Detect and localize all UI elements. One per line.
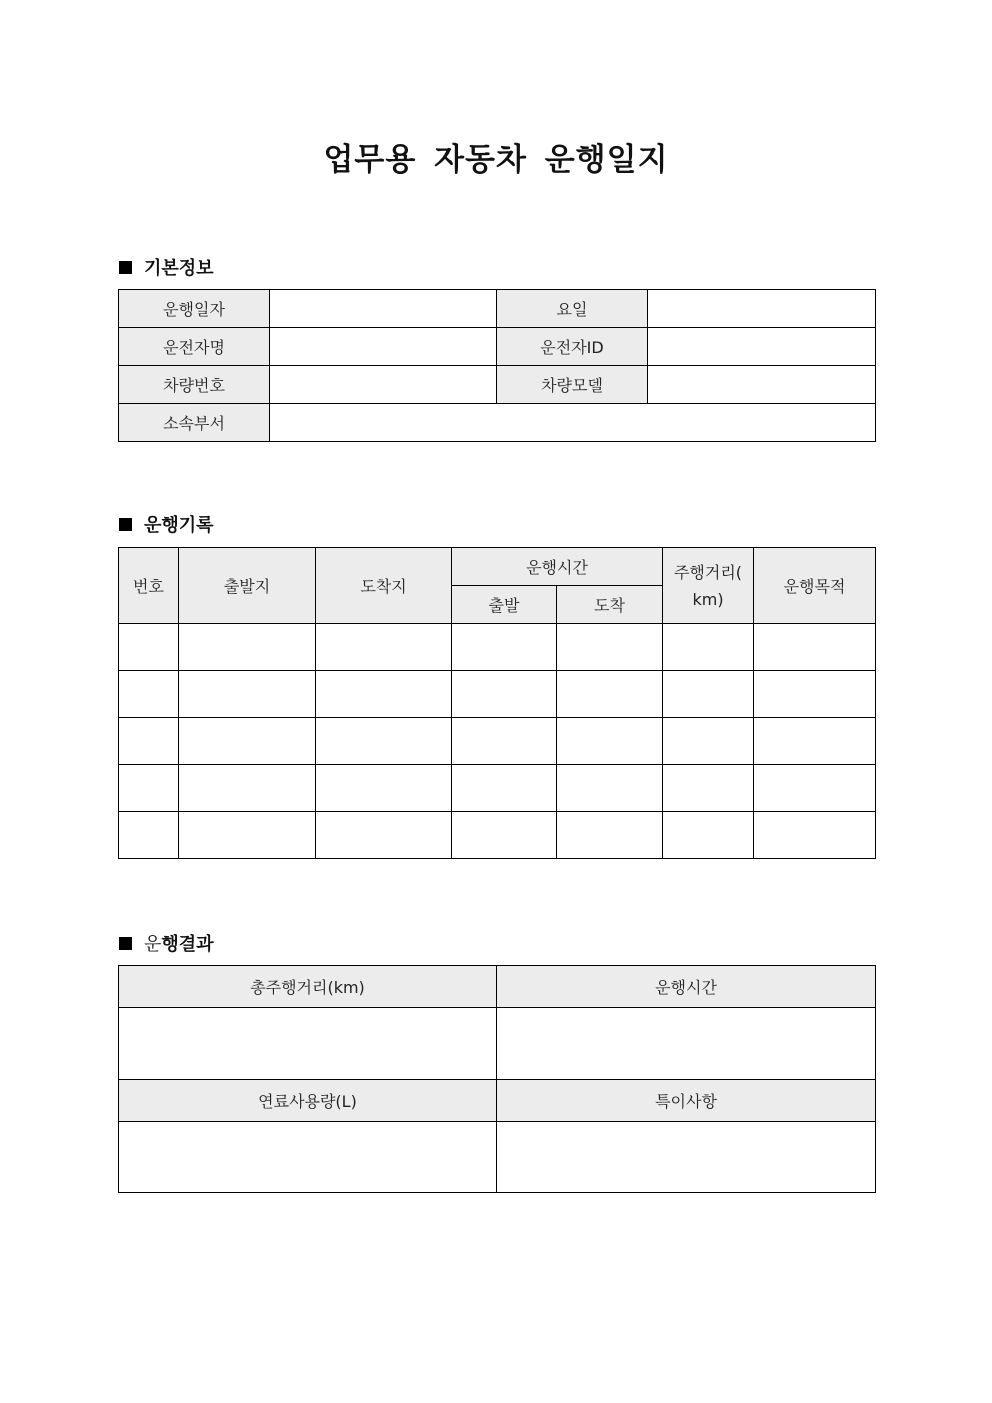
trip-log-table xyxy=(118,547,876,859)
header-arrive-time: 도착 xyxy=(557,586,663,624)
header-departure-place: 출발지 xyxy=(179,548,316,624)
header-drive-time: 운행시간 xyxy=(452,548,663,586)
arrival-place-cell[interactable] xyxy=(316,812,452,859)
section-heading-basic-info xyxy=(119,254,214,280)
section-title: 운행기록 xyxy=(144,515,214,536)
section-heading-results xyxy=(119,930,214,956)
header-distance-line1: 주행거리( xyxy=(673,562,743,582)
number-cell[interactable] xyxy=(119,812,179,859)
header-drive-time: 운행시간 xyxy=(497,966,876,1008)
vehicle-model-field[interactable] xyxy=(648,366,876,404)
table-row xyxy=(119,1008,876,1080)
square-bullet-icon xyxy=(119,261,132,274)
arrival-place-cell[interactable] xyxy=(316,671,452,718)
label-driver-id: 운전자ID xyxy=(497,328,648,366)
label-driver-name: 운전자명 xyxy=(119,328,270,366)
total-distance-field[interactable] xyxy=(119,1008,497,1080)
number-cell[interactable] xyxy=(119,624,179,671)
distance-cell[interactable] xyxy=(663,624,754,671)
label-vehicle-model: 차량모델 xyxy=(497,366,648,404)
header-number: 번호 xyxy=(119,548,179,624)
departure-place-cell[interactable] xyxy=(179,671,316,718)
arrival-place-cell[interactable] xyxy=(316,624,452,671)
header-distance-line2: km) xyxy=(692,589,724,609)
number-cell[interactable] xyxy=(119,671,179,718)
header-fuel-usage: 연료사용량(L) xyxy=(119,1080,497,1122)
depart-time-cell[interactable] xyxy=(452,765,557,812)
arrival-place-cell[interactable] xyxy=(316,718,452,765)
depart-time-cell[interactable] xyxy=(452,718,557,765)
departure-place-cell[interactable] xyxy=(179,718,316,765)
arrive-time-cell[interactable] xyxy=(557,765,663,812)
arrival-place-cell[interactable] xyxy=(316,765,452,812)
section-heading-trip-log xyxy=(119,511,214,537)
section-title: 기본정보 xyxy=(144,258,214,279)
table-row xyxy=(119,624,876,671)
header-notes: 특이사항 xyxy=(497,1080,876,1122)
label-weekday: 요일 xyxy=(497,290,648,328)
header-purpose: 운행목적 xyxy=(754,548,876,624)
table-header-row xyxy=(119,966,876,1008)
header-depart-time: 출발 xyxy=(452,586,557,624)
table-row xyxy=(119,290,876,328)
purpose-cell[interactable] xyxy=(754,624,876,671)
label-department: 소속부서 xyxy=(119,404,270,442)
table-row xyxy=(119,765,876,812)
arrive-time-cell[interactable] xyxy=(557,671,663,718)
depart-time-cell[interactable] xyxy=(452,812,557,859)
label-drive-date: 운행일자 xyxy=(119,290,270,328)
driver-id-field[interactable] xyxy=(648,328,876,366)
arrive-time-cell[interactable] xyxy=(557,624,663,671)
purpose-cell[interactable] xyxy=(754,718,876,765)
header-total-distance: 총주행거리(km) xyxy=(119,966,497,1008)
table-row xyxy=(119,1122,876,1193)
label-vehicle-number: 차량번호 xyxy=(119,366,270,404)
table-row xyxy=(119,812,876,859)
departure-place-cell[interactable] xyxy=(179,624,316,671)
table-header-row xyxy=(119,548,876,586)
weekday-field[interactable] xyxy=(648,290,876,328)
distance-cell[interactable] xyxy=(663,812,754,859)
table-row xyxy=(119,328,876,366)
table-header-row xyxy=(119,1080,876,1122)
department-field[interactable] xyxy=(270,404,876,442)
depart-time-cell[interactable] xyxy=(452,671,557,718)
distance-cell[interactable] xyxy=(663,671,754,718)
drive-time-field[interactable] xyxy=(497,1008,876,1080)
depart-time-cell[interactable] xyxy=(452,624,557,671)
table-row xyxy=(119,718,876,765)
basic-info-table xyxy=(118,289,876,442)
distance-cell[interactable] xyxy=(663,718,754,765)
header-distance xyxy=(663,548,754,624)
table-row xyxy=(119,404,876,442)
drive-date-field[interactable] xyxy=(270,290,497,328)
arrive-time-cell[interactable] xyxy=(557,812,663,859)
purpose-cell[interactable] xyxy=(754,765,876,812)
vehicle-number-field[interactable] xyxy=(270,366,497,404)
header-arrival-place: 도착지 xyxy=(316,548,452,624)
number-cell[interactable] xyxy=(119,718,179,765)
section-title-prefix: 운 xyxy=(144,934,162,955)
square-bullet-icon xyxy=(119,937,132,950)
purpose-cell[interactable] xyxy=(754,812,876,859)
table-row xyxy=(119,671,876,718)
document-title: 업무용 자동차 운행일지 xyxy=(323,142,669,178)
departure-place-cell[interactable] xyxy=(179,765,316,812)
square-bullet-icon xyxy=(119,518,132,531)
results-table xyxy=(118,965,876,1193)
notes-field[interactable] xyxy=(497,1122,876,1193)
driver-name-field[interactable] xyxy=(270,328,497,366)
departure-place-cell[interactable] xyxy=(179,812,316,859)
distance-cell[interactable] xyxy=(663,765,754,812)
purpose-cell[interactable] xyxy=(754,671,876,718)
section-title-rest: 행결과 xyxy=(161,934,214,955)
number-cell[interactable] xyxy=(119,765,179,812)
table-row xyxy=(119,366,876,404)
fuel-usage-field[interactable] xyxy=(119,1122,497,1193)
arrive-time-cell[interactable] xyxy=(557,718,663,765)
